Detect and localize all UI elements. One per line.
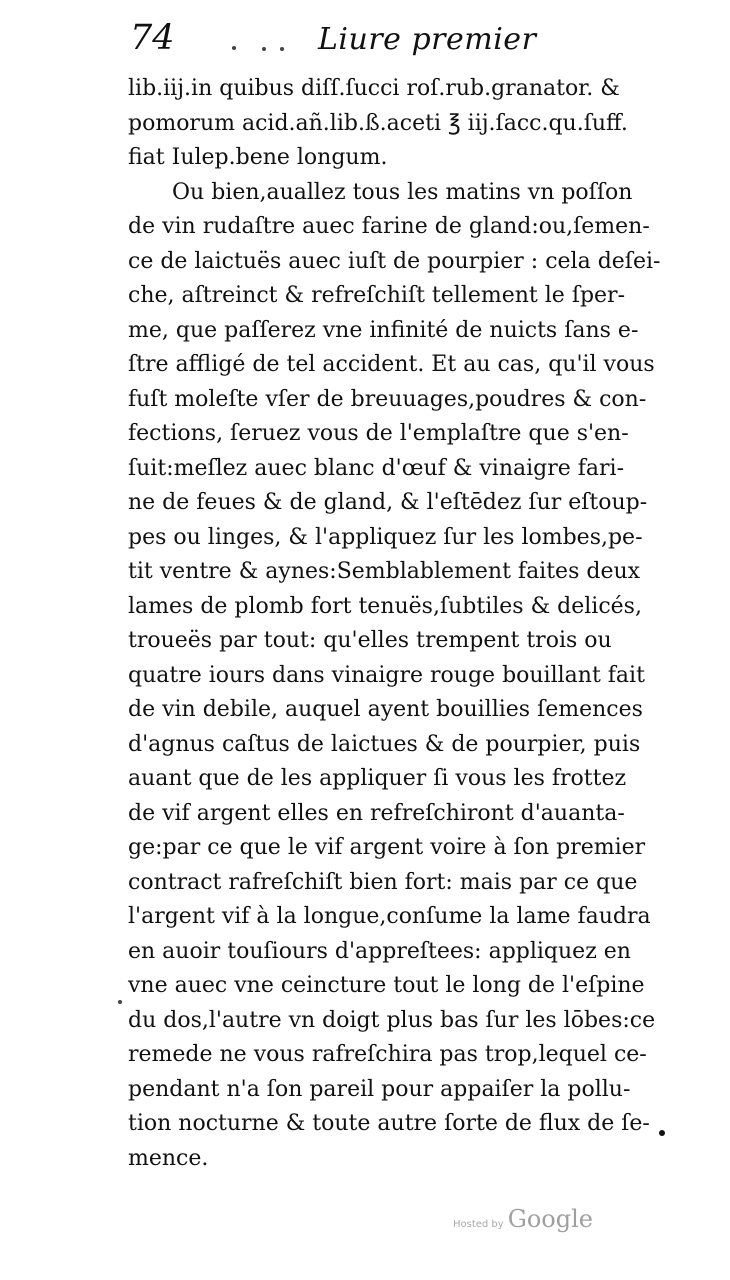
- text-line: ce de laictuës auec iuſt de pourpier : cela deſei-: [128, 248, 661, 274]
- text-line: che, aſtreinct & refreſchiſt tellement le ſper-: [128, 283, 626, 308]
- text-line: pes ou linges, & l'appliquez ſur les lombes,pe-: [128, 524, 643, 550]
- text-line: vne auec vne ceincture tout le long de l'eſpine: [128, 973, 645, 998]
- text-line: ne de feues & de gland, & l'eſtēdez ſur eſtoup-: [128, 490, 648, 515]
- text-line: en auoir touſiours d'appreſtees: appliquez en: [128, 938, 631, 964]
- text-line: de vif argent elles en refreſchiront d'auanta-: [128, 800, 625, 826]
- text-line: me, que paſſerez vne infinité de nuicts ſans e-: [128, 317, 639, 343]
- watermark-brand: Google: [507, 1205, 593, 1233]
- text-line: contract rafreſchiſt bien fort: mais par ce que: [128, 869, 638, 895]
- text-line: mence.: [128, 1145, 209, 1171]
- text-line: tit ventre & aynes:Semblablement faites deux: [128, 559, 641, 584]
- text-line: auant que de les appliquer ſi vous les frottez: [128, 766, 627, 791]
- text-line: pendant n'a ſon pareil pour appaiſer la pollu-: [128, 1076, 631, 1102]
- text-line: remede ne vous rafreſchira pas trop,lequel ce-: [128, 1042, 647, 1067]
- text-line: quatre iours dans vinaigre rouge bouillant fait: [128, 662, 645, 688]
- text-line: ge:par ce que le vif argent voire à ſon premier: [128, 835, 646, 860]
- text-line: de vin rudaſtre auec farine de gland:ou,ſemen-: [128, 214, 650, 239]
- body-text: [128, 72, 686, 1176]
- ink-speck: [280, 47, 284, 51]
- ink-speck: [262, 47, 266, 51]
- paragraph-start-line: Ou bien,auallez tous les matins vn poſſon: [172, 179, 633, 205]
- text-line: ſuit:meſlez auec blanc d'œuf & vinaigre fari-: [128, 455, 625, 481]
- text-line: fections, ſeruez vous de l'emplaſtre que s'en-: [128, 421, 629, 446]
- text-line: fuſt moleſte vſer de breuuages,poudres & con-: [128, 386, 647, 412]
- running-head: Liure premier: [318, 22, 537, 57]
- text-line: troueës par tout: qu'elles trempent trois ou: [128, 628, 612, 653]
- text-line: lib.iij.in quibus diſſ.ſucci roſ.rub.granator. &: [128, 76, 620, 101]
- text-line: de vin debile, auquel ayent bouillies ſemences: [128, 697, 643, 722]
- page-header: [130, 18, 550, 68]
- ink-speck: [232, 46, 236, 50]
- page-number: 74: [130, 18, 175, 58]
- text-line: l'argent vif à la longue,conſume la lame faudra: [128, 904, 651, 929]
- digitization-watermark: [453, 1205, 593, 1235]
- text-line: du dos,l'autre vn doigt plus bas ſur les lōbes:ce: [128, 1007, 656, 1033]
- text-line: tion nocturne & toute autre ſorte de flux de ſe-: [128, 1111, 650, 1136]
- text-line: pomorum acid.añ.lib.ß.aceti ℥ iij.ſacc.qu.ſuff.: [128, 110, 628, 136]
- text-line: ſtre affligé de tel accident. Et au cas, qu'il vous: [128, 352, 655, 377]
- ink-speck: [118, 1000, 122, 1004]
- text-line: d'agnus caſtus de laictues & de pourpier, puis: [128, 731, 641, 757]
- text-line: lames de plomb fort tenuës,ſubtiles & delicés,: [128, 593, 642, 619]
- text-line: fiat Iulep.bene longum.: [128, 145, 388, 170]
- ink-speck: [659, 1130, 665, 1136]
- watermark-caption: Hosted by: [452, 1219, 504, 1230]
